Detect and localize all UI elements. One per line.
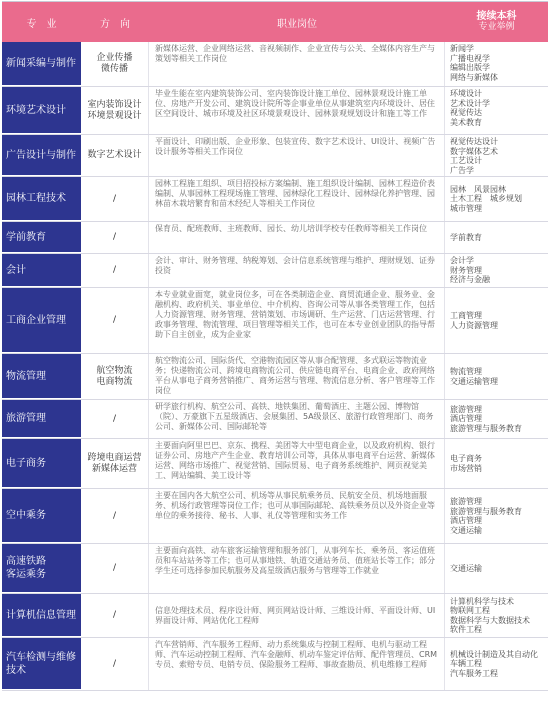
table-row: [2, 489, 548, 544]
major-name: 电子商务: [2, 439, 81, 488]
table-row: [2, 354, 548, 400]
major-name: 高速铁路 客运乘务: [2, 544, 81, 593]
direction: /: [81, 254, 149, 287]
table-row: [2, 400, 548, 439]
major-name: 新闻采编与制作: [2, 42, 81, 86]
direction: /: [81, 288, 149, 353]
major-name: 会计: [2, 254, 81, 287]
job-positions: 主要面向高铁、动车旅客运输管理和服务部门，从事列车长、乘务员、客运值班员和车站站务等工作；也可从事地铁、轨道交通站务员、值班站长等工作；部分学生还可选择参加民航服务及高星级酒店服务与管理等工作就业: [149, 544, 445, 593]
job-positions: 主要面向阿里巴巴、京东、携程、美团等大中型电商企业，以及政府机构、银行证券公司、房地产产生企业、教育培训公司等，具体从事电商平台运营、新媒体运营、网络市场推广、视觉营销、国际贸易、电子商务系统维护、网页视觉美工、网站编辑、美工设计等: [149, 439, 445, 488]
major-name: 空中乘务: [2, 489, 81, 543]
header-direction: 方 向: [100, 18, 130, 30]
table-row: [2, 439, 548, 489]
table-row: [2, 222, 548, 254]
header-major: 专 业: [26, 18, 57, 30]
major-name: 广告设计与制作: [2, 135, 81, 176]
direction: /: [81, 222, 149, 253]
table-header: [2, 2, 548, 42]
table-row: [2, 135, 548, 177]
bachelor-majors: 机械设计制造及其自动化 车辆工程 汽车服务工程: [450, 649, 538, 678]
direction: /: [81, 489, 149, 543]
table-row: [2, 254, 548, 288]
major-name: 学前教育: [2, 222, 81, 253]
job-positions: 信息处理技术员、程序设计师、网页网站设计师、三维设计师、平面设计师、UI界面设计师、网站优化工程师: [149, 594, 445, 637]
job-positions: 航空物流公司、国际货代、空港物流园区等从事合配管理、多式联运等物流业务；快递物流公司、跨境电商物流公司、供应链电商平台、电商企业、政府网络平台从事电子商务营销推广、商务运营与管理、物流信息分析、客户管理等工作岗位: [149, 354, 445, 399]
bachelor-majors: 交通运输: [450, 563, 482, 573]
job-positions: 主要在国内各大航空公司、机场等从事民航乘务员、民航安全员、机场地面服务、机场行政管理等岗位工作；也可从事国际邮轮、高铁乘务员以及外资企业等单位的乘务接待、秘书、人事、礼仪等管理和实务工作: [149, 489, 445, 543]
major-name: 环境艺术设计: [2, 87, 81, 134]
bachelor-majors: 旅游管理 旅游管理与服务教育 酒店管理 交通运输: [450, 497, 522, 535]
table-row: [2, 288, 548, 354]
job-positions: 保育员、配班教师、主班教师、园长、幼儿培训学校专任教师等相关工作岗位: [149, 222, 445, 253]
bachelor-majors: 电子商务 市场营销: [450, 454, 482, 473]
direction: 数字艺术设计: [81, 135, 149, 176]
direction: /: [81, 594, 149, 637]
header-bachelor-title: 接续本科: [476, 11, 517, 22]
direction: 跨境电商运营 新媒体运营: [81, 439, 149, 488]
bachelor-majors: 会计学 财务管理 经济与金融: [450, 256, 490, 285]
header-bachelor-sub: 专业举例: [478, 22, 515, 32]
table-row: [2, 594, 548, 638]
job-positions: 研学旅行机构、航空公司、高铁、地铁集团、葡萄酒庄、主题公园、博物馆（院）、万豪旗下五星级酒店、会展集团、5A级景区、旅游行政管理部门、商务公司、新媒体公司、国际邮轮等: [149, 400, 445, 438]
job-positions: 平面设计、印刷出版、企业形象、包装宣传、数字艺术设计、UI设计、视频广告设计服务等相关工作岗位: [149, 135, 445, 176]
table-row: [2, 177, 548, 222]
bachelor-majors: 物流管理 交通运输管理: [450, 367, 498, 386]
header-jobs: 职业岗位: [277, 18, 317, 30]
major-name: 工商企业管理: [2, 288, 81, 353]
direction: 企业传播 微传播: [81, 42, 149, 86]
bachelor-majors: 学前教育: [450, 232, 482, 242]
bachelor-majors: 视觉传达设计 数字媒体艺术 工艺设计 广告学: [450, 137, 498, 175]
majors-table: [2, 1, 548, 691]
table-row: [2, 42, 548, 87]
table-row: [2, 87, 548, 135]
header-bachelor: [445, 2, 548, 42]
direction: /: [81, 638, 149, 690]
direction: 室内装饰设计 环境景观设计: [81, 87, 149, 134]
job-positions: 园林工程施工组织、项目招投标方案编制、施工组织设计编制、园林工程造价表编制、从事园林工程现场施工管理、园林绿化工程设计、园林绿化养护管理、园林苗木栽培繁育和苗木经纪人等相关工作岗位: [149, 177, 445, 221]
major-name: 汽车检测与维修技术: [2, 638, 81, 690]
job-positions: 本专业就业面宽，就业岗位多，可在各类制造企业、商贸流通企业、服务业、金融机构、政府机关、事业单位、中介机构、咨询公司等从事各类管理工作，包括人力资源管理、财务管理、营销策划、市场调研、生产运营、门店运营管理、行政事务管理、物流管理、项目管理等相关工作，也可在本专业创业团队的指导帮助下自主创业，成为企业家: [149, 288, 445, 353]
job-positions: 会计、审计、财务管理、纳税筹划、会计信息系统管理与维护、理财规划、证券投资: [149, 254, 445, 287]
bachelor-majors: 环境设计 艺术设计学 视觉传达 美术教育: [450, 89, 490, 127]
bachelor-majors: 园林 风景园林 土木工程 城乡规划 城市管理: [450, 184, 522, 213]
bachelor-majors: 计算机科学与技术 物联网工程 数据科学与大数据技术 软件工程: [450, 596, 530, 634]
bachelor-majors: 工商管理 人力资源管理: [450, 311, 498, 330]
table-row: [2, 638, 548, 691]
bachelor-majors: 旅游管理 酒店管理 旅游管理与服务教育: [450, 404, 522, 433]
major-name: 园林工程技术: [2, 177, 81, 221]
job-positions: 汽车营销师、汽车服务工程师、动力系统集成与控制工程师、电机与驱动工程师、汽车运动控制工程师、汽车金融师、机动车鉴定评估师、配件管理员、CRM专员、索赔专员、电销专员、保险服务工程师、事故查勘员、机电维修工程师: [149, 638, 445, 690]
major-name: 计算机信息管理: [2, 594, 81, 637]
job-positions: 毕业生能在室内建筑装饰公司、室内装饰设计施工单位、园林景观设计施工单位、房地产开发公司、建筑设计院所等企事业单位从事建筑室内环境设计、居住区空间设计、城市环境及社区环境景观设计、园林景观规划设计和施工等工作: [149, 87, 445, 134]
job-positions: 新媒体运营、企业网络运营、音视频制作、企业宣传与公关、全媒体内容生产与策划等相关工作岗位: [149, 42, 445, 86]
direction: /: [81, 544, 149, 593]
bachelor-majors: 新闻学 广播电视学 编辑出版学 网络与新媒体: [450, 44, 498, 82]
major-name: 旅游管理: [2, 400, 81, 438]
direction: 航空物流 电商物流: [81, 354, 149, 399]
direction: /: [81, 400, 149, 438]
major-name: 物流管理: [2, 354, 81, 399]
direction: /: [81, 177, 149, 221]
table-row: [2, 544, 548, 594]
